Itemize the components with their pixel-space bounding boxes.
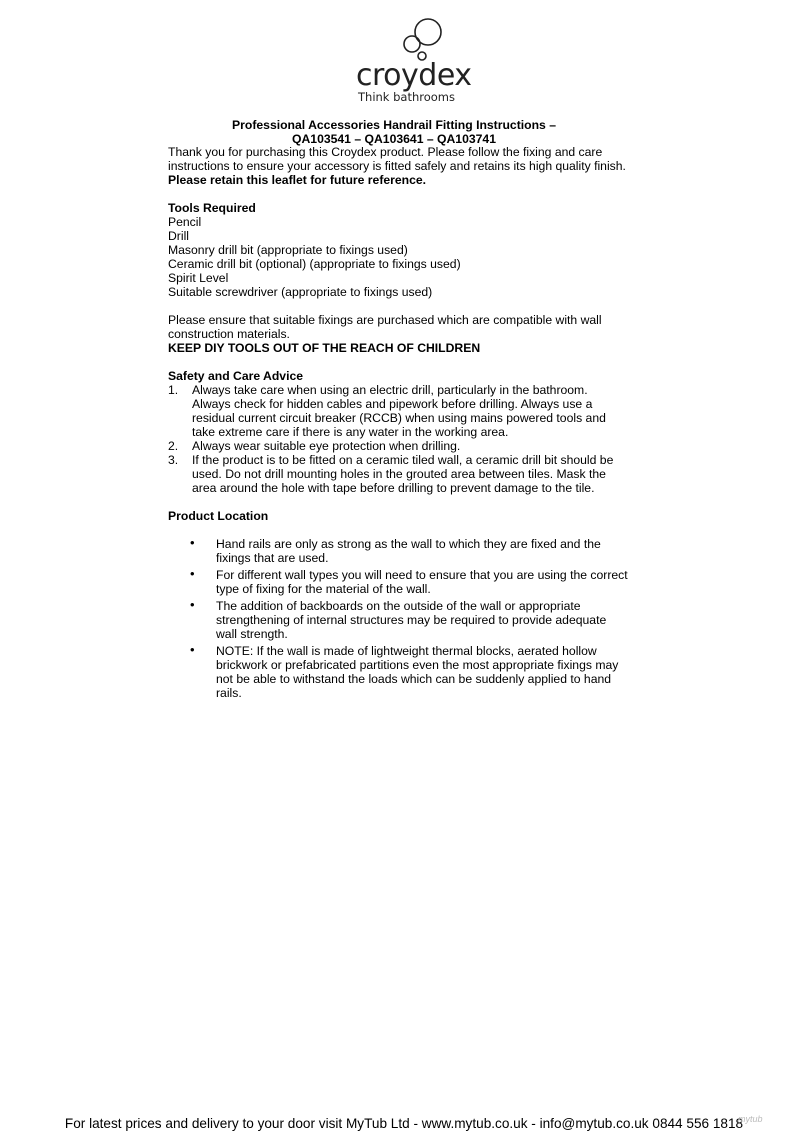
- title-line-2: QA103541 – QA103641 – QA103741: [292, 132, 496, 146]
- bullet-icon: •: [190, 535, 195, 550]
- bullet-icon: •: [190, 642, 195, 657]
- bullet-icon: •: [190, 566, 195, 581]
- location-list: [168, 537, 628, 700]
- tool-item: Pencil: [168, 215, 202, 229]
- tool-item: Spirit Level: [168, 271, 229, 285]
- title-line-1: Professional Accessories Handrail Fitting Instructions –: [232, 118, 556, 132]
- logo-brand: croydex: [356, 58, 472, 93]
- tools-heading: Tools Required: [168, 201, 256, 215]
- location-item-text: NOTE: If the wall is made of lightweight thermal blocks, aerated hollow brickwork or prefabricated partitions even the most appropriate fixings may not be able to withstand the loads which can be suddenly applied to hand rails.: [216, 644, 619, 700]
- safety-list: [168, 383, 628, 495]
- location-item: [168, 599, 628, 641]
- safety-item-number: 1.: [168, 383, 179, 397]
- safety-heading: Safety and Care Advice: [168, 369, 304, 383]
- croydex-logo: [350, 14, 472, 106]
- intro-paragraph: [168, 145, 628, 187]
- location-item: [168, 568, 628, 596]
- safety-item: [168, 439, 628, 453]
- safety-item: [168, 383, 628, 439]
- bullet-icon: •: [190, 597, 195, 612]
- tool-item: Suitable screwdriver (appropriate to fixings used): [168, 285, 433, 299]
- footer-text: For latest prices and delivery to your door visit MyTub Ltd - www.mytub.co.uk - info@mytub.co.uk 0844 556 1818: [64, 1116, 744, 1131]
- document-title: [168, 118, 620, 146]
- safety-item-text: Always wear suitable eye protection when drilling.: [192, 439, 461, 453]
- location-item-text: For different wall types you will need to ensure that you are using the correct type of fixing for the material of the wall.: [216, 568, 628, 596]
- safety-item-text: If the product is to be fitted on a ceramic tiled wall, a ceramic drill bit should be used. Do not drill mounting holes in the grouted area between tiles. Mask the area around the hole with tape before drilling to prevent damage to the tile.: [192, 453, 614, 495]
- tool-item: Drill: [168, 229, 189, 243]
- tool-item: Masonry drill bit (appropriate to fixings used): [168, 243, 408, 257]
- tools-list: [168, 215, 628, 299]
- fixings-note: Please ensure that suitable fixings are purchased which are compatible with wall construction materials.: [168, 313, 602, 341]
- safety-item: [168, 453, 628, 495]
- location-item: [168, 537, 628, 565]
- intro-bold: Please retain this leaflet for future reference.: [168, 173, 427, 187]
- tool-item: Ceramic drill bit (optional) (appropriate to fixings used): [168, 257, 461, 271]
- logo-tagline: Think bathrooms: [358, 90, 455, 104]
- safety-item-text: Always take care when using an electric drill, particularly in the bathroom. Always check for hidden cables and pipework before drilling. Always use a residual current circuit breaker (RCCB) when using mains powered tools and take extreme care if there is any water in the working area.: [192, 383, 606, 439]
- document-body: [168, 145, 628, 703]
- children-warning: KEEP DIY TOOLS OUT OF THE REACH OF CHILDREN: [168, 341, 481, 355]
- intro-text: Thank you for purchasing this Croydex product. Please follow the fixing and care instructions to ensure your accessory is fitted safely and retains its high quality finish.: [168, 145, 626, 173]
- bubbles-icon: [350, 14, 460, 64]
- location-item-text: The addition of backboards on the outside of the wall or appropriate strengthening of internal structures may be required to provide adequate wall strength.: [216, 599, 607, 641]
- safety-item-number: 3.: [168, 453, 179, 467]
- safety-item-number: 2.: [168, 439, 179, 453]
- location-item: [168, 644, 628, 700]
- location-heading: Product Location: [168, 509, 269, 523]
- watermark: mytub: [738, 1114, 763, 1124]
- location-item-text: Hand rails are only as strong as the wall to which they are fixed and the fixings that are used.: [216, 537, 601, 565]
